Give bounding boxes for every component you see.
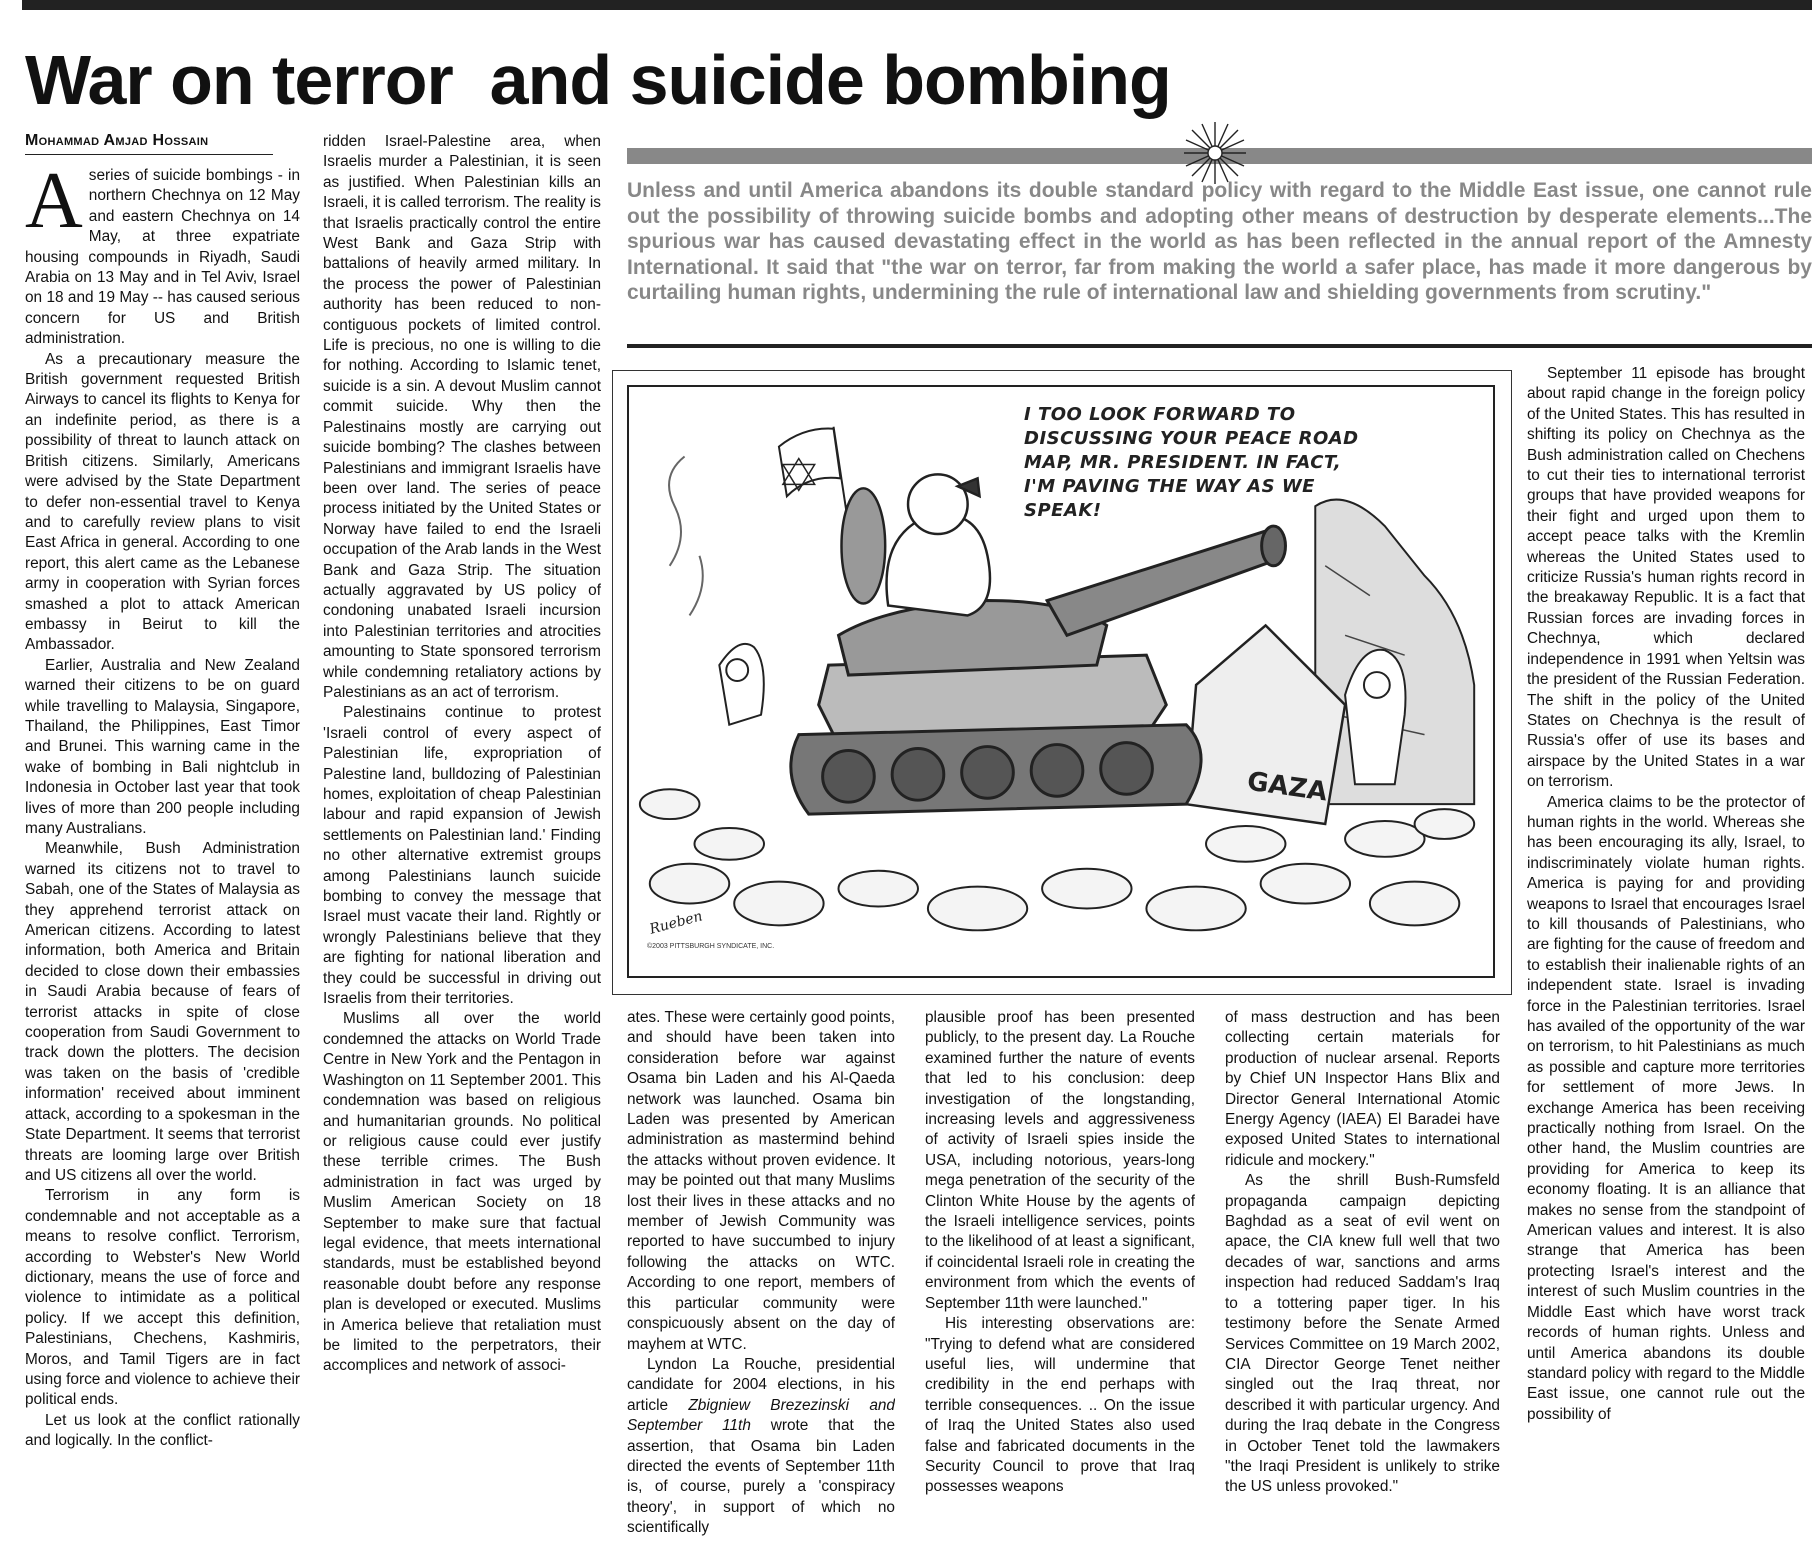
- starburst-icon: [1182, 120, 1248, 186]
- col2-paragraph-3: Muslims all over the world condemned the attacks on World Trade Centre in New York and the Pentagon in Washington on 11 September 2001. This condemnation was based on religious and humanitarian grounds. No political or religious cause could ever justify these terrible crimes. The Bush administration in fact was urged by Muslim American Society on 18 September to make sure that factual legal evidence, that meets international standards, must be established beyond reasonable doubt before any response plan is developed or executed. Muslims in America believe that retaliation must be limited to the perpetrators, their accomplices and network of associ-: [323, 1010, 601, 1375]
- col6-paragraph-1: September 11 episode has brought about rapid change in the foreign policy of the United States. This has resulted in shifting its policy on Chechnya as the Bush administration called on Chechens to cut their ties to international terrorist groups that have provided weapons for their fight and urged upon them to accept peace talks with the Kremlin whereas the United States used to criticize Russia's human rights record in the breakaway Republic. It is a fact that Russian forces are invading forces in Chechnya, which declared independence in 1991 when Yeltsin was the president of the Russian Federation. The shift in the policy of the United States on Chechnya is the result of Russia's offer of use its bases and airspace by the United States in a war on terrorism.: [1527, 365, 1805, 791]
- cartoon-signature: Rueben: [647, 908, 705, 938]
- cartoon-panel: [627, 385, 1495, 978]
- col1-paragraph-4: Meanwhile, Bush Administration warned its citizens not to travel to Sabah, one of the States of Malaysia as they apprehend terrorist attack on American citizens. According to latest information, both America and Britain decided to close down their embassies in Saudi Arabia because of fears of terrorist attacks in spite of close cooperation from Saudi Government to track down the plotters. The decision was taken on the basis of 'credible information' received about imminent attack, according to a spokesman in the State Department. It seems that terrorist threats are looming large over British and US citizens all over the world.: [25, 840, 300, 1184]
- column-2: [323, 132, 601, 1566]
- column-1: [25, 166, 300, 1566]
- column-3: [627, 1008, 895, 1566]
- top-rule: [22, 0, 1812, 10]
- col6-paragraph-2: America claims to be the protector of human rights in the world. Whereas she has been encouraging its ally, Israel, to indiscriminately violate human rights. America is paying for and providing weapons to Israel that encourages Israel to kill thousands of Palestinians, who are fighting for the cause of freedom and to establish their inalienable rights of an independent state. Israel is invading force in the Palestinian territories. Israel has availed of the opportunity of the war on terrorism, to hit Palestinians as much as possible and capture more territories for settlement of more Jews. In exchange America has been receiving practically nothing from Israel. On the other hand, the Muslim countries are providing for America to keep its economy floating. It is an alliance that makes no sense from the standpoint of American values and interest. It is also strange that America has been protecting Israel's interest and the interest of such Muslim countries in the Middle East which have worst track records of human rights. Unless and until America abandons its double standard policy with regard to the Middle East issue, one cannot rule out the possibility of: [1527, 793, 1805, 1423]
- column-6: [1527, 364, 1805, 1566]
- cartoon-gaza-label: GAZA: [1245, 766, 1330, 808]
- col1-paragraph-2: As a precautionary measure the British government requested British Airways to cancel its flights to Kenya for an indefinite period, as there is a possibility of threat to launch attack on British citizens. Similarly, Americans were advised by the State Department to defer non-essential travel to Kenya and to carefully review plans to visit East Africa in general. According to one report, this alert came as the Lebanese army in cooperation with Syrian forces smashed a plot to attack American embassy in Beirut to kill the Ambassador.: [25, 350, 300, 654]
- col4-paragraph-2: His interesting observations are: "Trying to defend what are considered useful lies, will undermine that credibility in the end perhaps with terrible consequences. .. On the issue of Iraq the United States also used false and fabricated documents in the Security Council to prove that Iraq possesses weapons: [925, 1315, 1195, 1496]
- col3-paragraph-2: Lyndon La Rouche, presidential candidate for 2004 elections, in his article Zbigniew Brezezinski and September 11th wrote that the assertion, that Osama bin Laden directed the events of September 11th is, of course, purely a 'conspiracy theory', in support of which no scientifically: [627, 1355, 895, 1537]
- col2-paragraph-2: Palestinains continue to protest 'Israeli control of every aspect of Palestinian life, expropriation of Palestine land, bulldozing of Palestinian homes, exploitation of cheap Palestinian labour and rapid expansion of Jewish settlements on Palestinian land.' Finding no other alternative extremist groups among Palestinians launch suicide bombing to convey the message that Israel must vacate their land. Rightly or wrongly Palestinians believe that they are fighting for national liberation and they could be successful in driving out Israelis from their territories.: [323, 704, 601, 1008]
- col5-paragraph-1: of mass destruction and has been collecting certain materials for production of nuclear arsenal. Reports by Chief UN Inspector Hans Blix and Director General International Atomic Energy Agency (IAEA) El Baradei have exposed United States to international ridicule and mockery.": [1225, 1009, 1500, 1169]
- pull-quote: Unless and until America abandons its double standard policy with regard to the Middle East issue, one cannot rule out the possibility of throwing suicide bombs and adopting other means of destruction by desperate elements...The spurious war has caused devastating effect in the world as has been reflected in the annual report of the Amnesty International. It said that "the war on terror, far from making the world a safer place, has made it more dangerous by curtailing human rights, undermining the rule of international law and shielding governments from scrutiny.": [627, 179, 1812, 305]
- col2-paragraph-1: ridden Israel-Palestine area, when Israelis murder a Palestinian, it is seen as justified. When Palestinian kills an Israeli, it is called terrorism. The reality is that Israelis practically control the entire West Bank and Gaza Strip with battalions of heavily armed military. In the process the power of Palestinian authority has been reduced to non-contiguous pockets of limited control. Life is precious, no one is willing to die for nothing. According to Islamic tenet, suicide is a sin. A devout Muslim cannot commit suicide. Why then the Palestinains mostly are carrying out suicide bombing? The clashes between Palestinians and immigrant Israelis have been over land. The series of peace process initiated by the United States or Norway have failed to end the Israeli occupation of the Arab lands in the West Bank and Gaza Strip. The situation actually aggravated by US policy of condoning unabated Israeli incursion into Palestinian territories and atrocities amounting to State sponsored terrorism while condemning retaliatory actions by Palestinians as an act of terrorism.: [323, 133, 601, 701]
- headline: War on terror and suicide bombing: [25, 41, 1171, 119]
- article-title: Zbigniew Brezezinski and September 11th: [627, 1396, 895, 1435]
- byline: Mohammad Amjad Hossain: [25, 132, 273, 155]
- cartoon-speech-bubble: I TOO LOOK FORWARD TO DISCUSSING YOUR PEACE ROAD MAP, MR. PRESIDENT. IN FACT, I'M PAVING THE WAY AS WE SPEAK!: [1024, 404, 1359, 521]
- col5-paragraph-2: As the shrill Bush-Rumsfeld propaganda campaign depicting Baghdad as a seat of evil went on apace, the CIA knew full well that two decades of war, sanctions and arms inspection had reduced Saddam's Iraq to a tottering paper tiger. In his testimony before the Senate Armed Services Committee on 19 March 2002, CIA Director George Tenet neither singled out the Iraq threat, nor described it with particular urgency. And during the Iraq debate in the Congress in October Tenet told the lawmakers "the Iraqi President is unlikely to strike the US unless provoked.": [1225, 1172, 1500, 1496]
- col1-paragraph-6: Let us look at the conflict rationally and logically. In the conflict-: [25, 1411, 300, 1450]
- col1-paragraph-5: Terrorism in any form is condemnable and not acceptable as a means to resolve conflict. Terrorism, according to Webster's New World dictionary, means the use of force and violence to intimidate as a political policy. If we accept this definition, Palestinians, Chechens, Kashmiris, Moros, and Tamil Tigers are in fact using force and violence to achieve their political ends.: [25, 1187, 300, 1409]
- col1-paragraph-1: Aseries of suicide bombings - in northern Chechnya on 12 May and eastern Chechnya on 14 May, at three expatriate housing compounds in Riyadh, Saudi Arabia on 13 May and in Tel Aviv, Israel on 18 and 19 May -- has caused serious concern for US and British administration.: [25, 166, 300, 348]
- col4-paragraph-1: plausible proof has been presented publicly, to the present day. La Rouche examined further the nature of events that led to his conclusion: deep investigation of the longstanding, increasing levels and aggressiveness of activity of Israeli spies inside the USA, including notorious, years-long mega penetration of the security of the Clinton White House by the agents of the Israeli intelligence services, points to the likelihood of at least a significant, if coincidental Israeli role in creating the environment from which the events of September 11th were launched.": [925, 1009, 1195, 1312]
- column-5: [1225, 1008, 1500, 1566]
- col3-paragraph-1: ates. These were certainly good points, and should have been taken into consideration before war against Osama bin Laden and his Al-Qaeda network was launched. Osama bin Laden was presented by American administration as mastermind behind the attacks without proven evidence. It may be pointed out that many Muslims lost their lives in these attacks and no member of Jewish Community was reported to have succumbed to injury following the attacks on WTC. According to one report, members of this particular community were conspicuously absent on the day of mayhem at WTC.: [627, 1009, 895, 1353]
- col1-paragraph-3: Earlier, Australia and New Zealand warned their citizens to be on guard while travelling to Malaysia, Singapore, Thailand, the Philippines, East Timor and Brunei. This warning came in the wake of bombing in Bali nightclub in Indonesia in October last year that took lives of more than 200 people including many Australians.: [25, 656, 300, 837]
- pull-quote-rule: [627, 344, 1812, 348]
- cartoon-copyright: ©2003 PITTSBURGH SYNDICATE, INC.: [647, 943, 775, 950]
- column-4: [925, 1008, 1195, 1566]
- editorial-cartoon: [612, 370, 1512, 995]
- drop-cap: A: [25, 166, 83, 245]
